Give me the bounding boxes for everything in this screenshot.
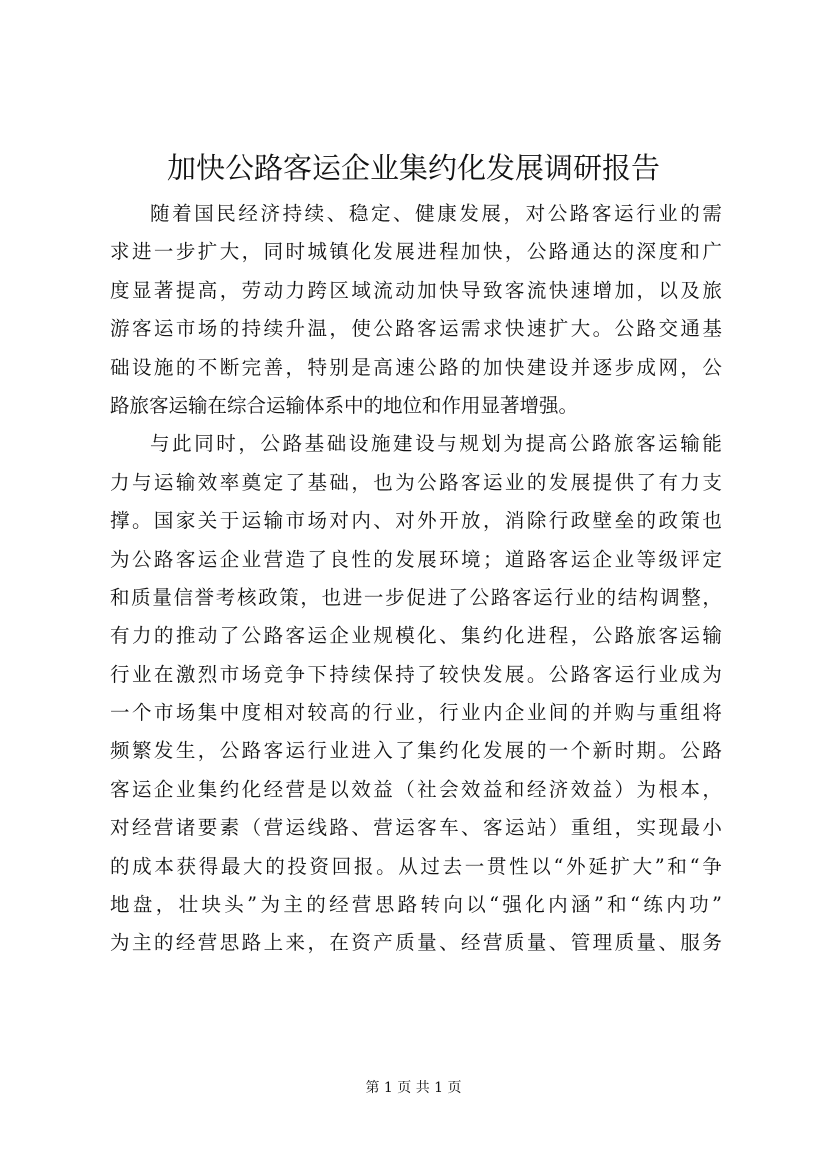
paragraph-line: 有 力 的 推 动 了 公 路 客 运 企 业 规 模 化 、 集 约 化 进 程 ， 公 路 旅 客 运 输 <box>110 624 722 648</box>
paragraph-line: 客 运 企 业 集 约 化 经 营 是 以 效 益 （ 社 会 效 益 和 经 济 效 益 ） 为 根 本 ， <box>110 777 722 801</box>
paragraph-line: 度 显 著 提 高 ， 劳 动 力 跨 区 域 流 动 加 快 导 致 客 流 快 速 增 加 ， 以 及 旅 <box>110 278 722 302</box>
paragraph-line: 础 设 施 的 不 断 完 善 ， 特 别 是 高 速 公 路 的 加 快 建 设 并 逐 步 成 网 ， 公 <box>110 355 722 379</box>
paragraph-line: 游 客 运 市 场 的 持 续 升 温 ， 使 公 路 客 运 需 求 快 速 扩 大 。 公 路 交 通 基 <box>110 317 722 341</box>
paragraph-line: 为 主 的 经 营 思 路 上 来 ， 在 资 产 质 量 、 经 营 质 量 、 管 理 质 量 、 服 务 <box>110 931 722 955</box>
paragraph-line: 行 业 在 激 烈 市 场 竞 争 下 持 续 保 持 了 较 快 发 展 。 公 路 客 运 行 业 成 为 <box>110 662 722 686</box>
paragraph <box>110 195 722 425</box>
paragraph-line: 频 繁 发 生 ， 公 路 客 运 行 业 进 入 了 集 约 化 发 展 的 一 个 新 时 期 。 公 路 <box>110 739 722 763</box>
paragraph <box>110 425 722 962</box>
paragraph-line: 的 成 本 获 得 最 大 的 投 资 回 报 。 从 过 去 一 贯 性 以 “ 外 延 扩 大 ” 和 “ 争 <box>110 854 722 878</box>
document-body <box>110 195 722 963</box>
paragraph-line: 路旅客运输在综合运输体系中的地位和作用显著增强。 <box>110 393 579 417</box>
paragraph-line: 力 与 运 输 效 率 奠 定 了 基 础 ， 也 为 公 路 客 运 业 的 发 展 提 供 了 有 力 支 <box>110 470 722 494</box>
paragraph-line: 撑 。 国 家 关 于 运 输 市 场 对 内 、 对 外 开 放 ， 消 除 行 政 壁 垒 的 政 策 也 <box>110 509 722 533</box>
paragraph-line: 地 盘 ， 壮 块 头 ” 为 主 的 经 营 思 路 转 向 以 “ 强 化 内 涵 ” 和 “ 练 内 功 ” <box>110 893 722 917</box>
paragraph-line: 为 公 路 客 运 企 业 营 造 了 良 性 的 发 展 环 境 ； 道 路 客 运 企 业 等 级 评 定 <box>110 547 722 571</box>
paragraph-line: 与 此 同 时 ， 公 路 基 础 设 施 建 设 与 规 划 为 提 高 公 路 旅 客 运 输 能 <box>150 432 722 456</box>
paragraph-line: 和 质 量 信 誉 考 核 政 策 ， 也 进 一 步 促 进 了 公 路 客 运 行 业 的 结 构 调 整 ， <box>110 585 722 609</box>
paragraph-line: 求 进 一 步 扩 大 ， 同 时 城 镇 化 发 展 进 程 加 快 ， 公 路 通 达 的 深 度 和 广 <box>110 240 722 264</box>
page-number-footer: 第 1 页 共 1 页 <box>365 1080 462 1096</box>
paragraph-line: 随 着 国 民 经 济 持 续 、 稳 定 、 健 康 发 展 ， 对 公 路 客 运 行 业 的 需 <box>150 202 722 225</box>
paragraph-line: 一 个 市 场 集 中 度 相 对 较 高 的 行 业 ， 行 业 内 企 业 间 的 并 购 与 重 组 将 <box>110 701 722 725</box>
document-title: 加快公路客运企业集约化发展调研报告 <box>166 151 660 185</box>
paragraph-line: 对 经 营 诸 要 素 （ 营 运 线 路 、 营 运 客 车 、 客 运 站 ） 重 组 ， 实 现 最 小 <box>110 816 722 840</box>
